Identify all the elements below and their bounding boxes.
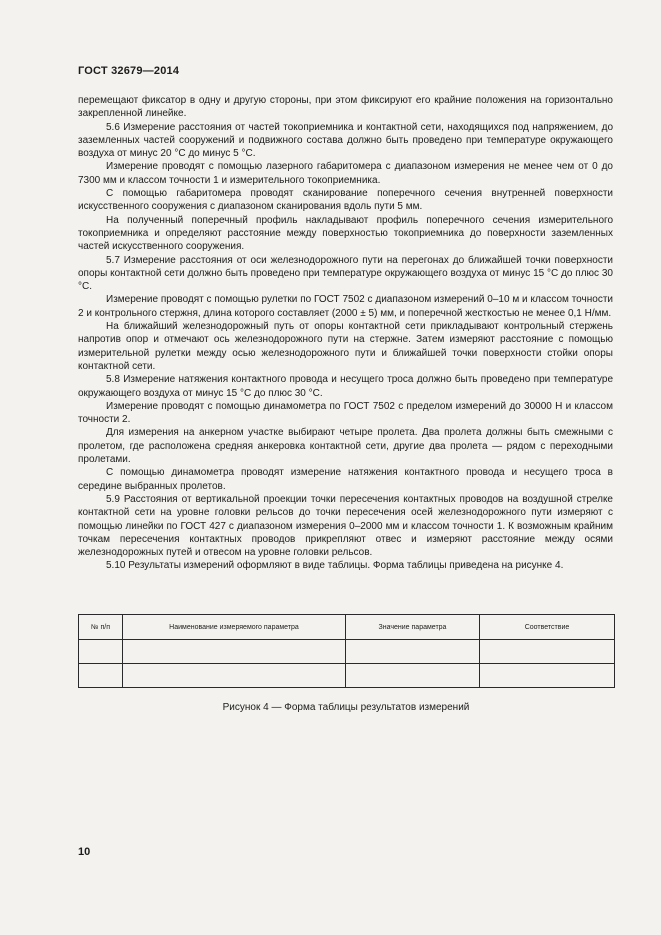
figure-caption: Рисунок 4 — Форма таблицы результатов измерений bbox=[222, 702, 470, 713]
paragraph-5-7: 5.7 Измерение расстояния от оси железнодорожного пути на перегонах до ближайшей точки поверхности опоры контактной сети должно быть проведено при температуре окружающего воздуха от минус 15 °С до плюс 30 °С. bbox=[78, 254, 613, 293]
paragraph: Измерение проводят с помощью динамометра по ГОСТ 7502 с пределом измерений до 30000 Н и классом точности 2. bbox=[78, 400, 613, 426]
paragraph: Измерение проводят с помощью лазерного габаритомера с диапазоном измерения не менее чем от 0 до 7300 мм и классом точности 1 и измерительного токоприемника. bbox=[78, 161, 613, 186]
paragraph: С помощью динамометра проводят измерение натяжения контактного провода и несущего троса в середине выбранных пролетов. bbox=[78, 467, 613, 492]
document-header: ГОСТ 32679—2014 bbox=[78, 65, 180, 77]
paragraph-continuation: перемещают фиксатор в одну и другую стороны, при этом фиксируют его крайние положения на горизонтально закрепленной линейке. bbox=[78, 95, 613, 120]
paragraph-5-8: 5.8 Измерение натяжения контактного провода и несущего троса должно быть проведено при температуре окружающего воздуха от минус 15 °С до плюс 30 °С. bbox=[78, 374, 613, 399]
body-text bbox=[78, 94, 613, 573]
table-cell bbox=[79, 664, 123, 688]
column-header-number: № п/п bbox=[79, 615, 123, 640]
table-row bbox=[79, 640, 615, 664]
paragraph: Измерение проводят с помощью рулетки по ГОСТ 7502 с диапазоном измерений 0–10 м и классом точности 2 и контрольного стержня, длина которого составляет (2000 ± 5) мм, и поперечной жесткостью не менее 0,1 Н/мм. bbox=[78, 294, 613, 319]
paragraph-5-6: 5.6 Измерение расстояния от частей токоприемника и контактной сети, находящихся под напряжением, до заземленных частей сооружений и подвижного состава должно быть проведено при температуре окружающего воздуха от минус 20 °С до минус 5 °С. bbox=[78, 121, 613, 160]
table-cell bbox=[346, 664, 480, 688]
table-cell bbox=[346, 640, 480, 664]
paragraph: Для измерения на анкерном участке выбирают четыре пролета. Два пролета должны быть смежными с пролетом, где расположена средняя анкеровка контактной сети, другие два пролета — рядом с переходными пролетами. bbox=[78, 427, 613, 466]
table-cell bbox=[480, 640, 615, 664]
column-header-parameter-name: Наименование измеряемого параметра bbox=[123, 615, 346, 640]
table-cell bbox=[480, 664, 615, 688]
table-header-row bbox=[79, 615, 615, 640]
column-header-compliance: Соответствие bbox=[480, 615, 615, 640]
paragraph: На полученный поперечный профиль накладывают профиль поперечного сечения измерительного токоприемника и определяют расстояние между поверхностью токоприемника до поверхности заземленных частей искусственного сооружения. bbox=[78, 214, 613, 253]
table-row bbox=[79, 664, 615, 688]
paragraph-5-10: 5.10 Результаты измерений оформляют в виде таблицы. Форма таблицы приведена на рисунке 4. bbox=[106, 560, 564, 572]
table-cell bbox=[123, 640, 346, 664]
paragraph-5-9: 5.9 Расстояния от вертикальной проекции точки пересечения контактных проводов на воздушной стрелке контактной сети на уровне головки рельсов до точки пересечения осей железнодорожного пути измеряют с помощью линейки по ГОСТ 427 с диапазоном измерения 0–2000 мм и классом точности 1. К возможным крайним точкам пересечения контактных проводов прикрепляют отвес и измеряют расстояние между осями железнодорожных путей и отвесом на уровне головки рельсов. bbox=[78, 493, 613, 559]
column-header-parameter-value: Значение параметра bbox=[346, 615, 480, 640]
table-cell bbox=[79, 640, 123, 664]
results-table bbox=[78, 614, 615, 688]
paragraph: С помощью габаритомера проводят сканирование поперечного сечения внутренней поверхности искусственного сооружения с диапазоном сканирования вдоль пути 5 мм. bbox=[78, 188, 613, 213]
paragraph: На ближайший железнодорожный путь от опоры контактной сети прикладывают контрольный стержень напротив опор и отмечают ось железнодорожного пути на стержне. Затем измеряют расстояние с помощью измерительной рулетки между осью железнодорожного пути и ближайшей точки поверхности стойки опоры контактной сети. bbox=[78, 321, 613, 372]
page-number: 10 bbox=[78, 846, 91, 858]
table-cell bbox=[123, 664, 346, 688]
